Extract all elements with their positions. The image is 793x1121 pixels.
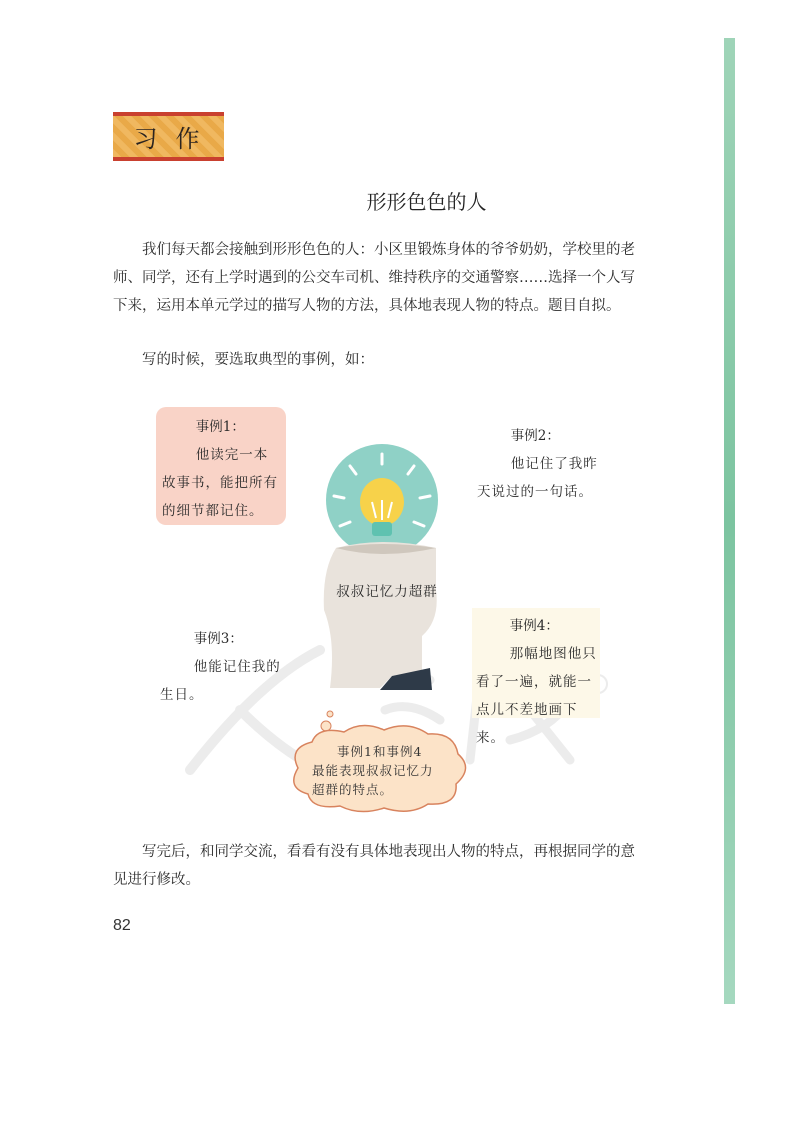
example-card-2 [477,422,602,506]
example-4-body: 那幅地图他只看了一遍，就能一点儿不差地画下来。 [476,646,597,746]
example-card-3 [160,625,285,709]
page-title: 形形色色的人 [366,190,487,214]
thought-bubble-line-2: 最能表现叔叔记忆力超群的特点。 [312,763,434,797]
section-tag-label: 习作 [133,125,218,153]
diagram-center-label: 叔叔记忆力超群 [336,584,438,600]
section-tag [113,112,224,161]
example-3-head: 事例3： [193,631,243,647]
example-2-head: 事例2： [510,428,560,444]
page-number: 82 [113,917,131,934]
example-3-body: 他能记住我的生日。 [160,659,281,703]
thought-bubble-text [312,742,440,799]
example-1-body: 他读完一本故事书，能把所有的细节都记住。 [162,447,278,519]
example-card-4 [472,608,600,746]
intro-paragraph: 我们每天都会接触到形形色色的人：小区里锻炼身体的爷爷奶奶，学校里的老师、同学，还有上学时遇到的公交车司机、维持秩序的交通警察……选择一个人写下来，运用本单元学过的描写人物的方法，具体地表现人物的特点。题目自拟。 [113,242,635,314]
side-color-strip [724,38,735,1004]
example-4-head: 事例4： [509,618,559,634]
head-silhouette [324,542,437,688]
example-2-body: 他记住了我昨天说过的一句话。 [477,456,598,500]
example-card-1 [156,407,286,525]
head-lightbulb-graphic [310,440,460,700]
example-1-head: 事例1： [195,419,245,435]
thought-bubble-line-1: 事例1和事例4 [337,744,423,759]
closing-paragraph: 写完后，和同学交流，看看有没有具体地表现出人物的特点，再根据同学的意见进行修改。 [113,844,635,888]
instruction-paragraph: 写的时候，要选取典型的事例，如： [142,352,374,368]
